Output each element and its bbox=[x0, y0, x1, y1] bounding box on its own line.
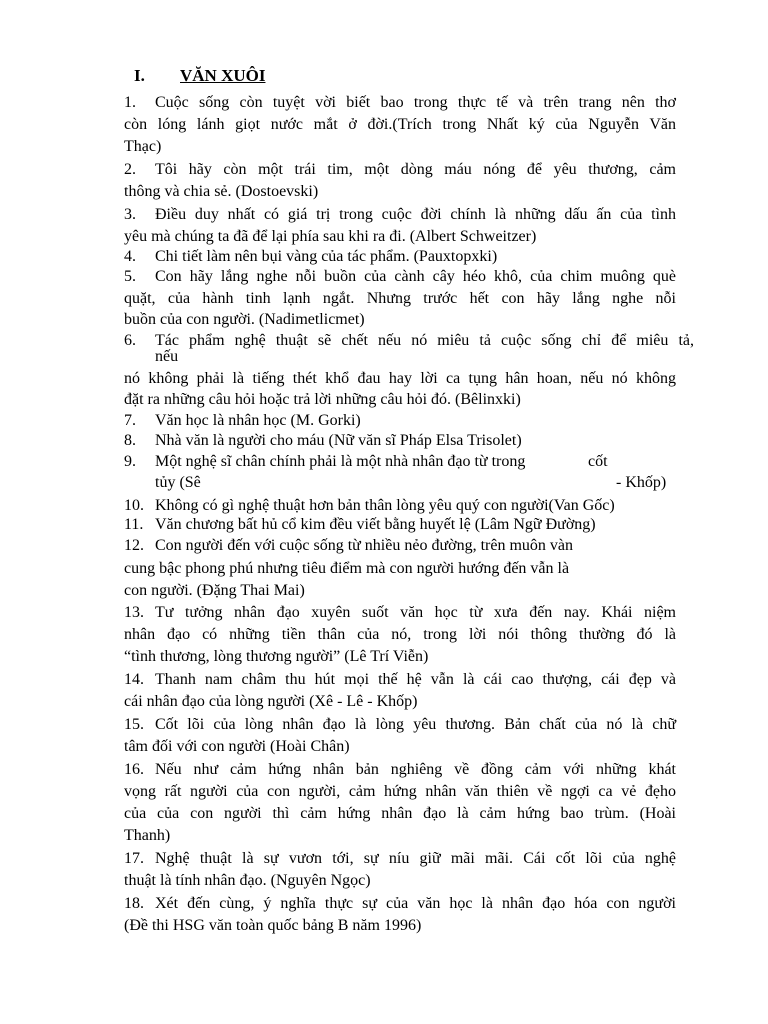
quote-7-line-1: 7. Văn học là nhân học (M. Gorki) bbox=[124, 412, 361, 429]
quote-3-line-2: yêu mà chúng ta đã để lại phía sau khi ra đi. (Albert Schweitzer) bbox=[124, 228, 537, 245]
quote-3-line-1: 3. Điều duy nhất có giá trị trong cuộc đời chính là những dấu ấn của tình bbox=[124, 206, 676, 223]
quote-13-line-3: “tình thương, lòng thương người” (Lê Trí Viễn) bbox=[124, 648, 429, 665]
quote-14-line-2: cái nhân đạo của lòng người (Xê - Lê - Khốp) bbox=[124, 693, 418, 710]
quote-5-line-3: buồn của con người. (Nadimetlicmet) bbox=[124, 311, 365, 328]
quote-2-line-2: thông và chia sẻ. (Dostoevski) bbox=[124, 183, 319, 200]
quote-5-line-2: quặt, của hành tinh lạnh ngắt. Nhưng trước hết con hãy lắng nghe nỗi bbox=[124, 290, 676, 307]
quote-13-line-2: nhân đạo có những tiền thân của nó, trong lời nói thông thường đó là bbox=[124, 626, 676, 643]
quote-4-line-1: 4. Chi tiết làm nên bụi vàng của tác phẩm. (Pauxtopxki) bbox=[124, 248, 498, 265]
quote-16-line-4: Thanh) bbox=[124, 827, 171, 844]
quote-9-author: - Khốp) bbox=[616, 474, 667, 491]
quote-9-line-1: 9. Một nghệ sĩ chân chính phải là một nhà nhân đạo từ trong bbox=[124, 453, 526, 470]
quote-6-line-2: nó không phải là tiếng thét khổ đau hay lời ca tụng hân hoan, nếu nó không bbox=[124, 370, 676, 387]
quote-13-line-1: 13. Tư tưởng nhân đạo xuyên suốt văn học từ xưa đến nay. Khái niệm bbox=[124, 604, 676, 621]
quote-2-line-1: 2. Tôi hãy còn một trái tim, một dòng máu nóng để yêu thương, cảm bbox=[124, 161, 676, 178]
quote-15-line-2: tâm đối với con người (Hoài Chân) bbox=[124, 738, 350, 755]
quote-6-line-1: 6. Tác phẩm nghệ thuật sẽ chết nếu nó miêu tả cuộc sống chỉ để miêu tả, bbox=[124, 332, 694, 349]
quote-16-line-3: của của con người thì cảm hứng nhân đạo là cảm hứng bao trùm. (Hoài bbox=[124, 805, 676, 822]
quote-8-line-1: 8. Nhà văn là người cho máu (Nữ văn sĩ Pháp Elsa Trisolet) bbox=[124, 432, 522, 449]
quote-15-line-1: 15. Cốt lõi của lòng nhân đạo là lòng yêu thương. Bản chất của nó là chữ bbox=[124, 716, 676, 733]
quote-1-line-2: còn lóng lánh giọt nước mắt ở đời.(Trích trong Nhất ký của Nguyễn Văn bbox=[124, 116, 676, 133]
quote-1-line-1: 1. Cuộc sống còn tuyệt vời biết bao trong thực tế và trên trang nên thơ bbox=[124, 94, 676, 111]
section-number: I. bbox=[134, 66, 145, 85]
quote-10-line-1: 10. Không có gì nghệ thuật hơn bản thân lòng yêu quý con người(Van Gốc) bbox=[124, 497, 615, 514]
quote-11-line-1: 11. Văn chương bất hủ cổ kim đều viết bằng huyết lệ (Lâm Ngữ Đường) bbox=[124, 516, 596, 533]
quote-17-line-1: 17. Nghệ thuật là sự vươn tới, sự níu giữ mãi mãi. Cái cốt lõi của nghệ bbox=[124, 850, 676, 867]
quote-6-line-1b: nếu bbox=[155, 348, 179, 365]
quote-14-line-1: 14. Thanh nam châm thu hút mọi thế hệ vẫn là cái cao thượng, cái đẹp và bbox=[124, 671, 676, 688]
quote-5-line-1: 5. Con hãy lắng nghe nỗi buồn của cành cây héo khô, của chim muông què bbox=[124, 268, 676, 285]
quote-16-line-1: 16. Nếu như cảm hứng nhân bản nghiêng về đồng cảm với những khát bbox=[124, 761, 676, 778]
quote-18-line-1: 18. Xét đến cùng, ý nghĩa thực sự của văn học là nhân đạo hóa con người bbox=[124, 895, 676, 912]
section-title: VĂN XUÔI bbox=[180, 66, 266, 85]
quote-17-line-2: thuật là tính nhân đạo. (Nguyên Ngọc) bbox=[124, 872, 371, 889]
quote-9-line-2: tủy (Sê bbox=[155, 474, 201, 491]
quote-12-line-3: con người. (Đặng Thai Mai) bbox=[124, 582, 305, 599]
quote-18-line-2: (Đề thi HSG văn toàn quốc bảng B năm 1996) bbox=[124, 917, 422, 934]
quote-16-line-2: vọng rất người của con người, cảm hứng nhân văn thiên về ngợi ca vẻ đẹho bbox=[124, 783, 676, 800]
quote-12-line-2: cung bậc phong phú nhưng tiêu điểm mà con người hướng đến vẫn là bbox=[124, 560, 570, 577]
quote-1-line-3: Thạc) bbox=[124, 138, 162, 155]
quote-12-line-1: 12. Con người đến với cuộc sống từ nhiều nẻo đường, trên muôn vàn bbox=[124, 537, 574, 554]
quote-9-word-cot: cốt bbox=[588, 453, 608, 470]
quote-6-line-3: đặt ra những câu hỏi hoặc trả lời những câu hỏi đó. (Bêlinxki) bbox=[124, 391, 521, 408]
section-heading bbox=[134, 66, 265, 86]
